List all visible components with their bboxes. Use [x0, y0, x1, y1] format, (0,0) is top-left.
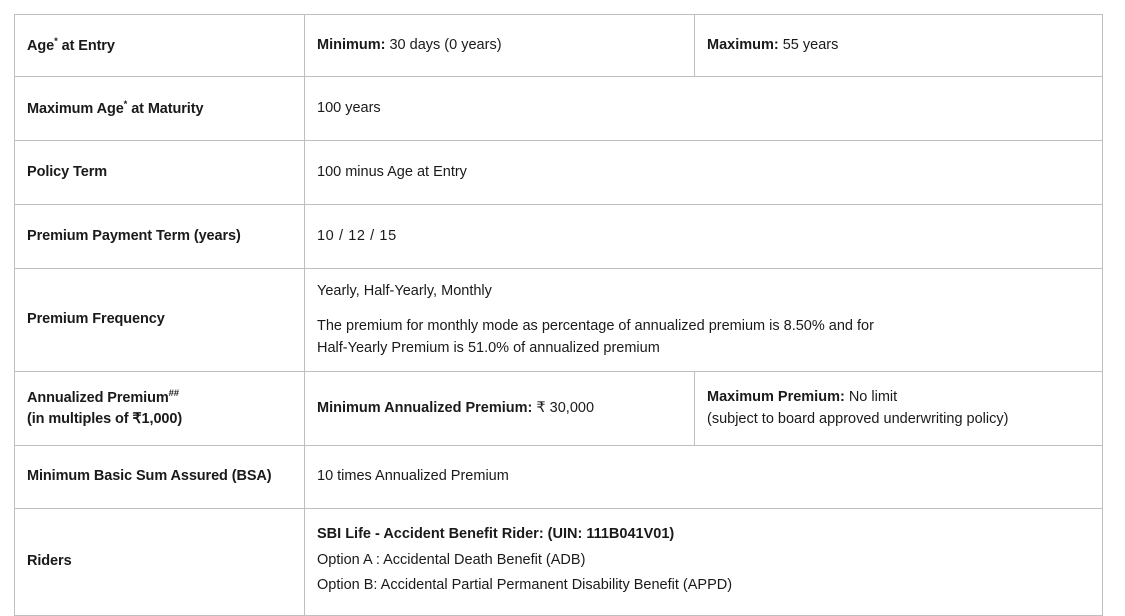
rider-option-b: Option B: Accidental Partial Permanent Disability Benefit (APPD): [317, 577, 733, 593]
maximum-premium-value: No limit: [844, 389, 898, 406]
table-row: [15, 141, 1103, 205]
row-label-max-age-maturity: Maximum Age* at Maturity: [15, 77, 305, 141]
cell-maximum-age: [695, 15, 1103, 77]
minimum-annualized-premium-label: Minimum Annualized Premium:: [317, 399, 533, 416]
cell-premium-frequency-value: [305, 269, 1103, 372]
table-row: [15, 15, 1103, 77]
row-label-policy-term: Policy Term: [15, 141, 305, 205]
rider-option-a: Option A : Accidental Death Benefit (ADB): [317, 551, 586, 568]
cell-minimum-annualized-premium: [305, 372, 695, 446]
row-label-premium-payment-term: Premium Payment Term (years): [15, 205, 305, 269]
table-row: [15, 269, 1103, 372]
premium-frequency-note-line2: Half-Yearly Premium is 51.0% of annualized premium: [317, 339, 660, 356]
table-row: [15, 509, 1103, 616]
cell-riders-value: [305, 509, 1103, 616]
annualized-premium-label-line1: Annualized Premium##: [27, 388, 179, 406]
table-row: [15, 77, 1103, 141]
row-label-riders: Riders: [15, 509, 305, 616]
maximum-premium-note: (subject to board approved underwriting policy): [707, 410, 1009, 427]
cell-minimum-age: [305, 15, 695, 77]
maximum-age-value: 55 years: [778, 36, 839, 53]
premium-frequency-note-line1: The premium for monthly mode as percentage of annualized premium is 8.50% and for: [317, 318, 874, 335]
cell-maximum-premium: [695, 372, 1103, 446]
table-row: [15, 372, 1103, 446]
cell-minimum-bsa-value: 10 times Annualized Premium: [305, 446, 1103, 509]
annualized-premium-label-line2: (in multiples of ₹1,000): [27, 410, 183, 427]
maximum-age-label: Maximum:: [707, 36, 779, 53]
rider-title: SBI Life - Accident Benefit Rider: (UIN: 111B041V01): [317, 525, 675, 542]
minimum-age-label: Minimum:: [317, 36, 386, 53]
minimum-annualized-premium-value: ₹ 30,000: [532, 399, 595, 416]
row-label-minimum-bsa: Minimum Basic Sum Assured (BSA): [15, 446, 305, 509]
cell-max-age-maturity-value: 100 years: [305, 77, 1103, 141]
row-label-premium-frequency: Premium Frequency: [15, 269, 305, 372]
minimum-age-value: 30 days (0 years): [385, 36, 502, 53]
premium-frequency-modes: Yearly, Half-Yearly, Monthly: [317, 283, 492, 300]
maximum-premium-label: Maximum Premium:: [707, 389, 845, 406]
table-row: [15, 205, 1103, 269]
cell-policy-term-value: 100 minus Age at Entry: [305, 141, 1103, 205]
product-specification-table: [14, 14, 1103, 616]
cell-premium-payment-term-value: 10 / 12 / 15: [305, 205, 1103, 269]
row-label-annualized-premium: [15, 372, 305, 446]
table-row: [15, 446, 1103, 509]
row-label-age-at-entry: Age* at Entry: [15, 15, 305, 77]
